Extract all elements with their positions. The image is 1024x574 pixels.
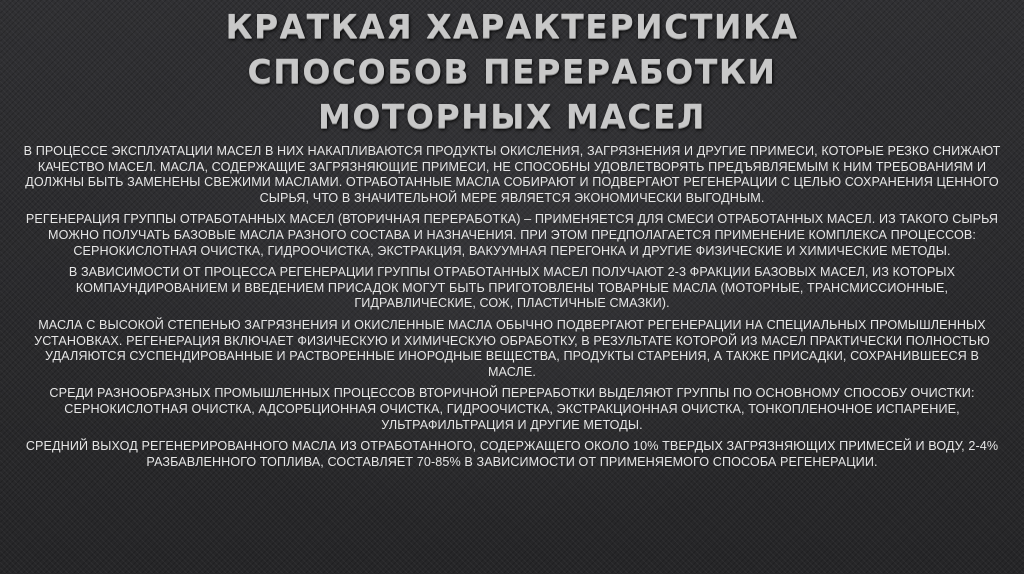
- paragraph-industrial-regeneration: МАСЛА С ВЫСОКОЙ СТЕПЕНЬЮ ЗАГРЯЗНЕНИЯ И ОКИСЛЕННЫЕ МАСЛА ОБЫЧНО ПОДВЕРГАЮТ РЕГЕНЕРАЦИИ НА СПЕЦИАЛЬНЫХ ПРОМЫШЛЕННЫХ УСТАНОВКАХ. РЕГЕНЕРАЦИЯ ВКЛЮЧАЕТ ФИЗИЧЕСКУЮ И ХИМИЧЕСКУЮ ОБРАБОТКУ, В РЕЗУЛЬТАТЕ КОТОРОЙ ИЗ МАСЕЛ ПРАКТИЧЕСКИ ПОЛНОСТЬЮ УДАЛЯЮТСЯ СУСПЕНДИРОВАННЫЕ И РАСТВОРЕННЫЕ ИНОРОДНЫЕ ВЕЩЕСТВА, ПРОДУКТЫ СТАРЕНИЯ, А ТАКЖЕ ПРИСАДКИ, СОХРАНИВШЕЕСЯ В МАСЛЕ.: [34, 317, 990, 379]
- title-line: СПОСОБОВ ПЕРЕРАБОТКИ: [247, 52, 777, 91]
- slide-title: [150, 4, 874, 139]
- paragraph-base-oil-fractions: В ЗАВИСИМОСТИ ОТ ПРОЦЕССА РЕГЕНЕРАЦИИ ГРУППЫ ОТРАБОТАННЫХ МАСЕЛ ПОЛУЧАЮТ 2-3 ФРАКЦИИ БАЗОВЫХ МАСЕЛ, ИЗ КОТОРЫХ КОМПАУНДИРОВАНИЕМ И ВВЕДЕНИЕМ ПРИСАДОК МОГУТ БЫТЬ ПРИГОТОВЛЕНЫ ТОВАРНЫЕ МАСЛА (МОТОРНЫЕ, ТРАНСМИССИОННЫЕ, ГИДРАВЛИЧЕСКИЕ, СОЖ, ПЛАСТИЧНЫЕ СМАЗКИ).: [68, 265, 956, 311]
- title-line: МОТОРНЫХ МАСЕЛ: [318, 97, 706, 136]
- paragraph-average-yield: СРЕДНИЙ ВЫХОД РЕГЕНЕРИРОВАННОГО МАСЛА ИЗ ОТРАБОТАННОГО, СОДЕРЖАЩЕГО ОКОЛО 10% ТВЕРДЫХ ЗАГРЯЗНЯЮЩИХ ПРИМЕСЕЙ И ВОДУ, 2-4% РАЗБАВЛЕННОГО ТОПЛИВА, СОСТАВЛЯЕТ 70-85% В ЗАВИСИМОСТИ ОТ ПРИМЕНЯЕМОГО СПОСОБА РЕГЕНЕРАЦИИ.: [25, 439, 999, 469]
- paragraph-oil-contamination: В ПРОЦЕССЕ ЭКСПЛУАТАЦИИ МАСЕЛ В НИХ НАКАПЛИВАЮТСЯ ПРОДУКТЫ ОКИСЛЕНИЯ, ЗАГРЯЗНЕНИЯ И ДРУГИЕ ПРИМЕСИ, КОТОРЫЕ РЕЗКО СНИЖАЮТ КАЧЕСТВО МАСЕЛ. МАСЛА, СОДЕРЖАЩИЕ ЗАГРЯЗНЯЮЩИЕ ПРИМЕСИ, НЕ СПОСОБНЫ УДОВЛЕТВОРЯТЬ ПРЕДЪЯВЛЯЕМЫМ К НИМ ТРЕБОВАНИЯМ И ДОЛЖНЫ БЫТЬ ЗАМЕНЕНЫ СВЕЖИМИ МАСЛАМИ. ОТРАБОТАННЫЕ МАСЛА СОБИРАЮТ И ПОДВЕРГАЮТ РЕГЕНЕРАЦИИ С ЦЕЛЬЮ СОХРАНЕНИЯ ЦЕННОГО СЫРЬЯ, ЧТО В ЗНАЧИТЕЛЬНОЙ МЕРЕ ЯВЛЯЕТСЯ ЭКОНОМИЧЕСКИ ВЫГОДНЫМ.: [23, 144, 1001, 205]
- paragraph-group-regeneration: РЕГЕНЕРАЦИЯ ГРУППЫ ОТРАБОТАННЫХ МАСЕЛ (ВТОРИЧНАЯ ПЕРЕРАБОТКА) – ПРИМЕНЯЕТСЯ ДЛЯ СМЕСИ ОТРАБОТАННЫХ МАСЕЛ. ИЗ ТАКОГО СЫРЬЯ МОЖНО ПОЛУЧАТЬ БАЗОВЫЕ МАСЛА РАЗНОГО СОСТАВА И НАЗНАЧЕНИЯ. ПРИ ЭТОМ ПРЕДПОЛАГАЕТСЯ ПРИМЕНЕНИЕ КОМПЛЕКСА ПРОЦЕССОВ: СЕРНОКИСЛОТНАЯ ОЧИСТКА, ГИДРООЧИСТКА, ЭКСТРАКЦИЯ, ВАКУУМНАЯ ПЕРЕГОНКА И ДРУГИЕ ФИЗИЧЕСКИЕ И ХИМИЧЕСКИЕ МЕТОДЫ.: [25, 212, 999, 258]
- title-line: КРАТКАЯ ХАРАКТЕРИСТИКА: [225, 7, 799, 46]
- paragraph-cleaning-methods: СРЕДИ РАЗНООБРАЗНЫХ ПРОМЫШЛЕННЫХ ПРОЦЕССОВ ВТОРИЧНОЙ ПЕРЕРАБОТКИ ВЫДЕЛЯЮТ ГРУППЫ ПО ОСНОВНОМУ СПОСОБУ ОЧИСТКИ: СЕРНОКИСЛОТНАЯ ОЧИСТКА, АДСОРБЦИОННАЯ ОЧИСТКА, ГИДРООЧИСТКА, ЭКСТРАКЦИОННАЯ ОЧИСТКА, ТОНКОПЛЕНОЧНОЕ ИСПАРЕНИЕ, УЛЬТРАФИЛЬТРАЦИЯ И ДРУГИЕ МЕТОДЫ.: [49, 386, 975, 432]
- slide-body: [22, 144, 1002, 476]
